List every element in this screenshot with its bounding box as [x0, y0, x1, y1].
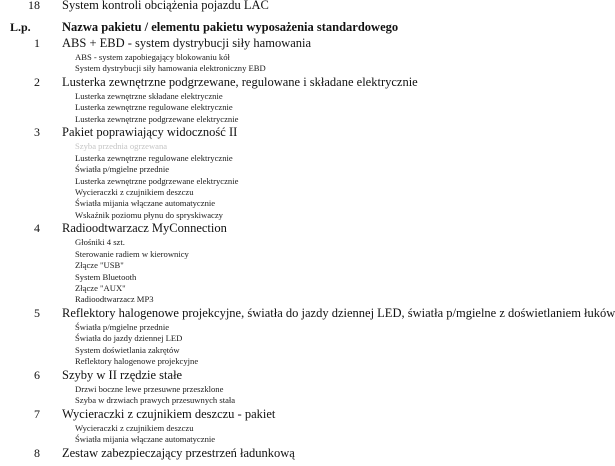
package-item: System doświetlania zakrętów	[75, 344, 180, 355]
package-item: Szyba w drzwiach prawych przesuwnych stała	[75, 395, 236, 406]
package-item: Lusterka zewnętrzne podgrzewane elektrycznie	[75, 113, 239, 124]
package-item: Światła do jazdy dziennej LED	[75, 333, 183, 344]
row-number: 18	[28, 0, 40, 12]
package-item: Lusterka zewnętrzne składane elektrycznie	[75, 91, 223, 101]
package-name: Zestaw zabezpieczający przestrzeń ładunkową	[62, 445, 295, 460]
package-number: 1	[34, 36, 40, 50]
package-name: Lusterka zewnętrzne podgrzewane, regulowane i składane elektrycznie	[62, 75, 418, 89]
package-name: Pakiet poprawiający widoczność II	[62, 125, 238, 140]
package-item: Lusterka zewnętrzne podgrzewane elektrycznie	[75, 175, 239, 186]
package-item: System Bluetooth	[75, 271, 137, 282]
package-name: ABS + EBD - system dystrybucji siły hamowania	[62, 36, 312, 50]
package-item: Lusterka zewnętrzne regulowane elektrycznie	[75, 102, 233, 113]
package-item: Radioodtwarzacz MP3	[75, 294, 154, 305]
package-number: 8	[34, 445, 40, 460]
package-item: Złącze "USB"	[75, 260, 124, 271]
package-number: 6	[34, 367, 40, 382]
package-number: 7	[34, 406, 40, 421]
package-number: 3	[34, 125, 40, 140]
package-item: Lusterka zewnętrzne regulowane elektrycznie	[75, 152, 233, 163]
package-name: Radioodtwarzacz MyConnection	[62, 221, 227, 236]
package-item: Światła p/mgielne przednie	[75, 164, 170, 175]
package-item: Reflektory halogenowe projekcyjne	[75, 356, 199, 367]
package-item: ABS - system zapobiegający blokowaniu kół	[75, 52, 230, 62]
package-name: Wycieraczki z czujnikiem deszczu - pakiet	[62, 406, 276, 421]
package-name: Reflektory halogenowe projekcyjne, światła do jazdy dziennej LED, światła p/mgielne z doświetlaniem łuków	[62, 306, 615, 320]
package-number: 5	[34, 306, 40, 320]
package-item: Światła p/mgielne przednie	[75, 322, 170, 332]
package-item: Światła mijania włączane automatycznie	[75, 198, 216, 209]
package-number: 4	[34, 221, 40, 236]
name-column-header: Nazwa pakietu / elementu pakietu wyposażenia standardowego	[62, 20, 399, 34]
package-item: Szyba przednia ogrzewana	[75, 141, 168, 152]
row-text: System kontroli obciążenia pojazdu LAC	[62, 0, 269, 12]
package-item: Drzwi boczne lewe przesuwne przeszklone	[75, 383, 224, 394]
package-item: Głośniki 4 szt.	[75, 237, 125, 248]
package-item: Wskaźnik poziomu płynu do spryskiwaczy	[75, 209, 223, 220]
package-item: Wycieraczki z czujnikiem deszczu	[75, 187, 194, 197]
package-item: System dystrybucji siły hamowania elektroniczny EBD	[75, 63, 266, 74]
lp-column-header: L.p.	[10, 20, 31, 34]
package-item: Światła mijania włączane automatycznie	[75, 434, 216, 445]
package-number: 2	[34, 75, 40, 89]
package-item: Sterowanie radiem w kierownicy	[75, 248, 189, 259]
package-item: Wycieraczki z czujnikiem deszczu	[75, 422, 194, 433]
package-item: Złącze "AUX"	[75, 283, 126, 293]
package-name: Szyby w II rzędzie stałe	[62, 367, 183, 382]
